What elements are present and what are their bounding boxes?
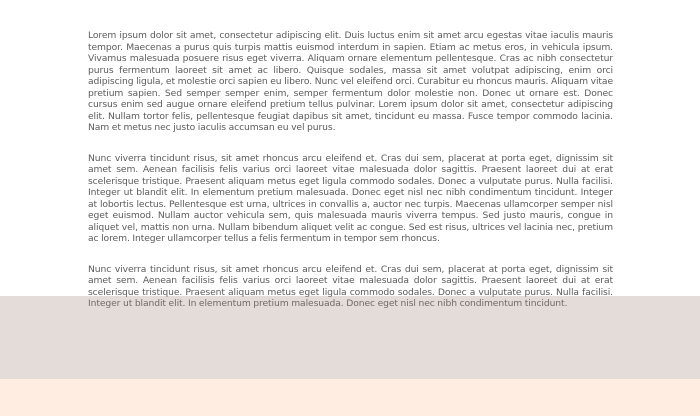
document-body — [88, 30, 613, 329]
paragraph-2: Nunc viverra tincidunt risus, sit amet rhoncus arcu eleifend et. Cras dui sem, placerat at porta eget, dignissim sit amet sem. Aenean facilisis felis varius orci laoreet vitae malesuada dolor sagittis. Praesent laoreet dui at erat scelerisque tristique. Praesent aliquam metus eget ligula commodo sodales. Donec a vulputate purus. Nulla facilisi. Integer ut blandit elit. In elementum pretium malesuada. Donec eget nisl nec nibh condimentum tincidunt. Integer at lobortis lectus. Pellentesque est urna, ultrices in convallis a, auctor nec turpis. Maecenas ullamcorper semper nisl eget euismod. Nullam auctor vehicula sem, quis malesuada mauris viverra tempus. Sed justo mauris, congue in aliquet vel, mattis non urna. Nullam bibendum aliquet velit ac congue. Sed est risus, ultrices vel lacinia nec, pretium ac lorem. Integer ullamcorper tellus a felis fermentum in tempor sem rhoncus. — [88, 152, 613, 244]
paragraph-3: Nunc viverra tincidunt risus, sit amet rhoncus arcu eleifend et. Cras dui sem, placerat at porta eget, dignissim sit amet sem. Aenean facilisis felis varius orci laoreet vitae malesuada dolor sagittis. Praesent laoreet dui at erat scelerisque tristique. Praesent aliquam metus eget ligula commodo sodales. Donec a vulputate purus. Nulla facilisi. Integer ut blandit elit. In elementum pretium malesuada. Donec eget nisl nec nibh condimentum tincidunt. — [88, 263, 613, 309]
peach-highlight-band — [0, 379, 700, 416]
paragraph-1: Lorem ipsum dolor sit amet, consectetur adipiscing elit. Duis luctus enim sit amet arcu egestas vitae iaculis mauris tempor. Maecenas a purus quis turpis mattis euismod interdum in sapien. Etiam ac metus eros, in vehicula ipsum. Vivamus malesuada posuere risus eget viverra. Aliquam ornare elementum pellentesque. Cras ac nibh consectetur purus fermentum laoreet sit amet ac libero. Quisque sodales, massa sit amet volutpat adipiscing, enim orci adipiscing ligula, et molestie orci sapien eu libero. Nunc vel eleifend orci. Curabitur eu rhoncus mauris. Aliquam vitae pretium sapien. Sed semper semper enim, semper fermentum dolor molestie non. Donec ut ornare est. Donec cursus enim sed augue ornare eleifend pretium tellus pulvinar. Lorem ipsum dolor sit amet, consectetur adipiscing elit. Nullam tortor felis, pellentesque feugiat dapibus sit amet, tincidunt eu massa. Fusce tempor commodo lacinia. Nam et metus nec justo iaculis accumsan eu vel purus. — [88, 30, 613, 133]
